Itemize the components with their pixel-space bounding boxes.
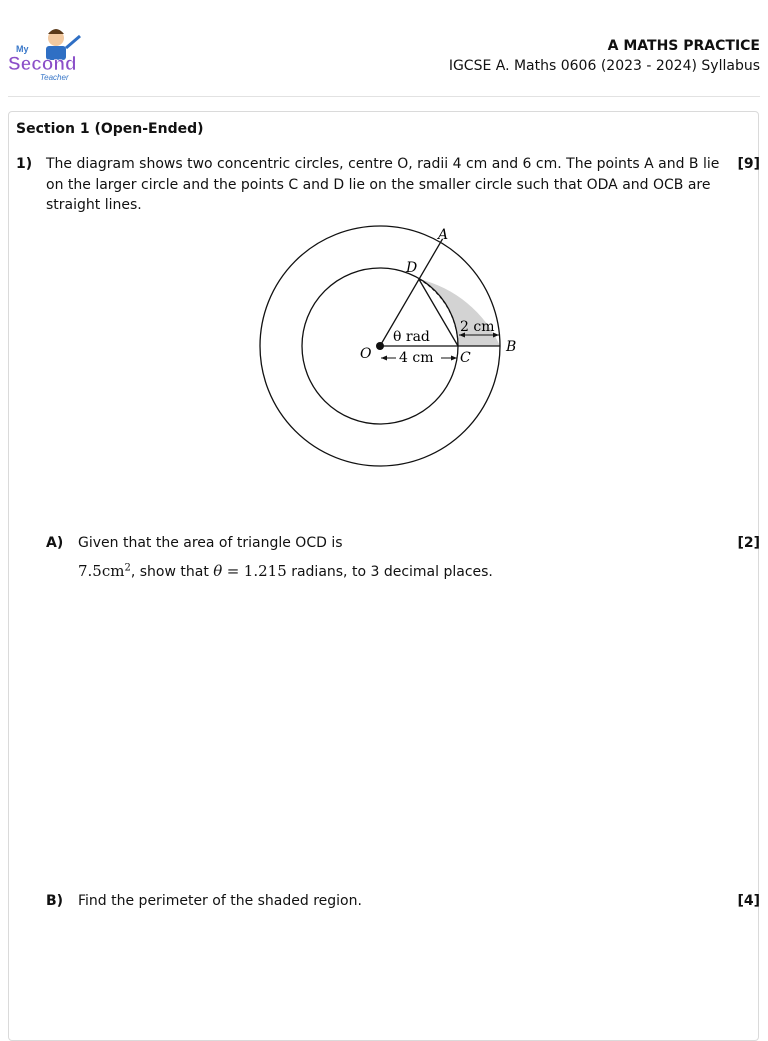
label-a: A — [438, 227, 449, 243]
part-a-line1: Given that the area of triangle OCD is — [78, 535, 343, 551]
label-o: O — [360, 346, 372, 362]
question-number: 1) — [16, 156, 33, 172]
part-b-text: Find the perimeter of the shaded region. — [78, 893, 362, 909]
part-a-line2 — [78, 562, 493, 580]
part-b-label: B) — [46, 893, 64, 909]
question-marks: [9] — [737, 156, 760, 172]
part-a-text-mid: , show that — [130, 564, 209, 580]
my-second-teacher-logo — [6, 26, 90, 84]
width-label: 2 cm — [460, 319, 495, 335]
angle-label: θ rad — [393, 329, 430, 345]
svg-text:My: My — [16, 44, 29, 54]
page-title: A MATHS PRACTICE — [607, 38, 760, 54]
part-a-marks: [2] — [737, 535, 760, 551]
radius-label: 4 cm — [399, 350, 434, 366]
label-d: D — [406, 260, 418, 276]
theta-value: 1.215 — [243, 562, 287, 580]
label-b: B — [506, 339, 517, 355]
shaded-region — [419, 279, 500, 346]
question-text: The diagram shows two concentric circles, centre O, radii 4 cm and 6 cm. The points A and B lie on the larger circle and the points C and D lie on the smaller circle such that ODA and OCB are straight lines. — [46, 156, 720, 213]
part-b-marks: [4] — [737, 893, 760, 909]
page-header — [0, 0, 768, 96]
area-value: 7.5cm — [78, 562, 125, 580]
centre-point — [376, 342, 384, 350]
section-title: Section 1 (Open-Ended) — [16, 121, 204, 137]
equals-sign: = — [226, 562, 240, 580]
header-divider — [8, 96, 760, 97]
theta-symbol: θ — [213, 562, 223, 580]
svg-text:Teacher: Teacher — [40, 73, 69, 82]
svg-text:Second: Second — [8, 54, 77, 75]
part-a-label: A) — [46, 535, 64, 551]
concentric-circles-diagram — [250, 222, 530, 467]
area-exponent: 2 — [124, 562, 131, 574]
label-c: C — [460, 350, 471, 366]
page-subtitle: IGCSE A. Maths 0606 (2023 - 2024) Syllabus — [448, 58, 760, 74]
part-a-text-end: radians, to 3 decimal places. — [291, 564, 493, 580]
